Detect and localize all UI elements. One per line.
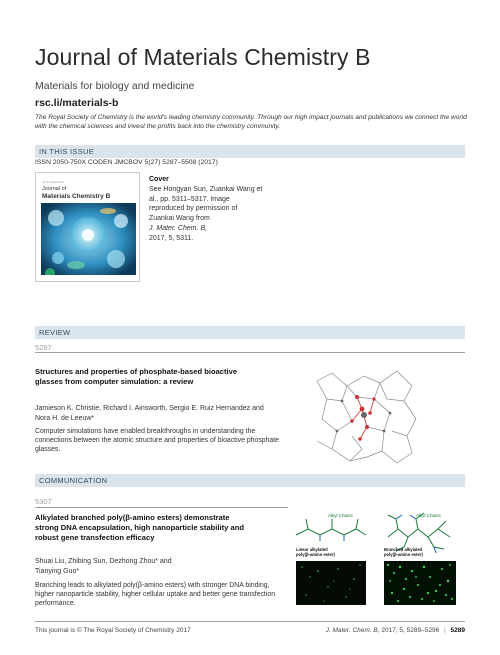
linear-label-2: poly(β-amino ester) xyxy=(296,552,335,557)
communication-authors: Shuai Liu, Zhibing Sun, Dezhong Zhou* and Tianying Guo* xyxy=(35,558,172,575)
cover-mini-title-1: Journal of xyxy=(42,186,67,192)
footer-divider xyxy=(35,621,465,622)
review-abstract: Computer simulations have enabled breakthroughs in understanding the connections between the atomic structure and properties of bioactive phosphate glasses. xyxy=(35,428,280,454)
journal-subtitle: Materials for biology and medicine xyxy=(35,80,195,92)
cover-image[interactable] xyxy=(35,172,140,282)
review-page-number: 5297 xyxy=(35,343,52,352)
communication-abstract: Branching leads to alkylated poly(β-amino esters) with stronger DNA binding, higher nanoparticle stability, higher cellular uptake and better gene transfection performance. xyxy=(35,582,276,608)
cover-illustration xyxy=(36,173,140,282)
journal-title: Journal of Materials Chemistry B xyxy=(35,44,371,70)
communication-graphic xyxy=(288,507,466,609)
branched-label-1: Branched alkylated xyxy=(384,547,423,552)
cover-label: Cover xyxy=(149,176,169,183)
communication-article-title[interactable]: Alkylated branched poly(β-amino esters) demonstrate strong DNA encapsulation, high nanoparticle stability and robust gene transfection efficacy xyxy=(35,513,244,542)
branched-label-2: poly(β-amino ester) xyxy=(384,552,423,557)
cover-mini-title-2: Materials Chemistry B xyxy=(42,193,111,200)
journal-url-link[interactable]: rsc.li/materials-b xyxy=(35,97,119,109)
in-this-issue-heading: IN THIS ISSUE xyxy=(39,147,95,156)
cover-citation-tail: 2017, 5, 5311. xyxy=(149,234,194,242)
review-heading: REVIEW xyxy=(39,328,71,337)
review-section-bar xyxy=(35,326,465,339)
cover-caption xyxy=(149,175,264,244)
in-this-issue-bar xyxy=(35,145,465,158)
footer-citation-tail: 2017, 5, 5289–5296 xyxy=(381,627,440,634)
review-article-title[interactable]: Structures and properties of phosphate-based bioactive glasses from computer simulation: a review xyxy=(35,367,238,386)
linear-label-1: Linear alkylated xyxy=(296,547,328,552)
footer-citation: J. Mater. Chem. B, 2017, 5, 5289–5296 | 5289 xyxy=(325,627,465,634)
polymer-graphic xyxy=(288,507,466,609)
alkyl-chains-label-2: Alkyl Chains xyxy=(416,513,441,518)
svg-text:rsc.li/materials-b: rsc.li/materials-b xyxy=(42,180,64,184)
review-graphic xyxy=(312,361,420,469)
cover-citation: J. Mater. Chem. B, xyxy=(149,224,208,232)
cover-body: See Hongyan Sun, Zuankai Wang et al., pp. 5311–5317. Image reproduced by permission of Zuankai Wang from xyxy=(149,185,263,223)
communication-page-number: 5307 xyxy=(35,497,52,506)
glass-network-graphic xyxy=(312,361,420,469)
footer-copyright: This journal is © The Royal Society of Chemistry 2017 xyxy=(35,627,191,634)
journal-blurb: The Royal Society of Chemistry is the world's leading chemistry community. Through our high impact journals and publications we connect the world with the chemical sciences and invest the profits back into the chemistry community. xyxy=(35,114,467,130)
review-divider xyxy=(35,352,465,353)
footer-page-number: 5289 xyxy=(450,627,465,634)
review-authors: Jamieson K. Christie, Richard I. Ainsworth, Sergio E. Ruiz Hernandez and Nora H. de Leeuw* xyxy=(35,405,264,422)
alkyl-chains-label-1: Alkyl Chains xyxy=(328,513,353,518)
communication-section-bar xyxy=(35,474,465,487)
footer-journal-citation: J. Mater. Chem. B, xyxy=(325,627,380,634)
issn-line: ISSN 2050-750X CODEN JMCBOV 5(27) 5287–5508 (2017) xyxy=(35,159,218,166)
communication-heading: COMMUNICATION xyxy=(39,476,108,485)
